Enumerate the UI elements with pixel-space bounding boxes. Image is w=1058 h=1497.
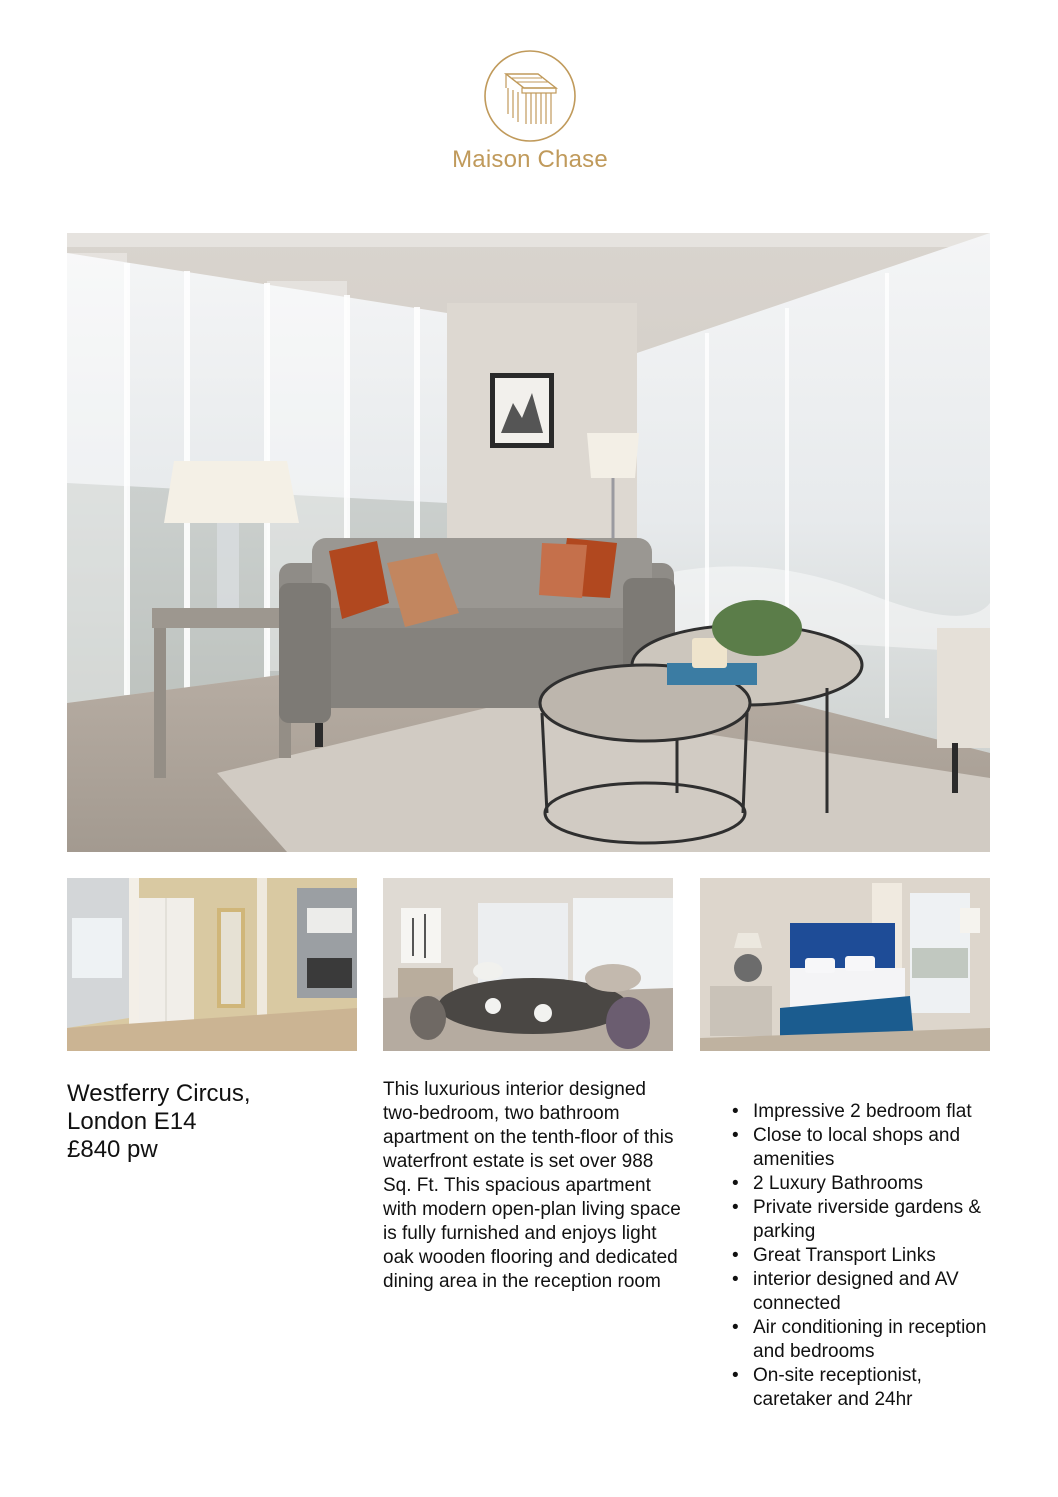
feature-item: • Close to local shops and amenities <box>732 1125 961 1170</box>
feature-item: • Air conditioning in reception and bedrooms <box>732 1317 987 1362</box>
feature-item: • Great Transport Links <box>732 1245 936 1266</box>
bullet-icon: • <box>732 1269 739 1290</box>
hallway-photo <box>67 878 357 1051</box>
bullet-icon: • <box>732 1245 739 1266</box>
rent-price: £840 pw <box>67 1136 158 1163</box>
feature-item: • Private riverside gardens & parking <box>732 1197 982 1242</box>
bullet-icon: • <box>732 1125 739 1146</box>
feature-item: • Impressive 2 bedroom flat <box>732 1101 972 1122</box>
address-line1: Westferry Circus, <box>67 1080 251 1107</box>
bullet-icon: • <box>732 1317 739 1338</box>
bedroom-photo <box>700 878 990 1051</box>
listing-address-block <box>67 1080 357 1164</box>
brand-name: Maison Chase <box>452 146 608 173</box>
feature-item: • interior designed and AV connected <box>732 1269 959 1314</box>
column-crest-icon <box>482 48 578 144</box>
features-list <box>730 1100 1000 1412</box>
address-line2: London E14 <box>67 1108 197 1135</box>
bullet-icon: • <box>732 1101 739 1122</box>
property-description: This luxurious interior designed two-bedroom, two bathroom apartment on the tenth-floor of this waterfront estate is set over 988 Sq. Ft. This spacious apartment with modern open-plan living space is fully furnished and enjoys light oak wooden flooring and dedicated dining area in the reception room <box>383 1079 681 1292</box>
feature-item: • On-site receptionist, caretaker and 24hr <box>732 1365 922 1410</box>
bullet-icon: • <box>732 1197 739 1218</box>
bullet-icon: • <box>732 1365 739 1386</box>
living-room-photo <box>67 233 990 852</box>
dining-area-photo <box>383 878 673 1051</box>
brand-logo <box>430 48 630 174</box>
bullet-icon: • <box>732 1173 739 1194</box>
feature-item: • 2 Luxury Bathrooms <box>732 1173 924 1194</box>
